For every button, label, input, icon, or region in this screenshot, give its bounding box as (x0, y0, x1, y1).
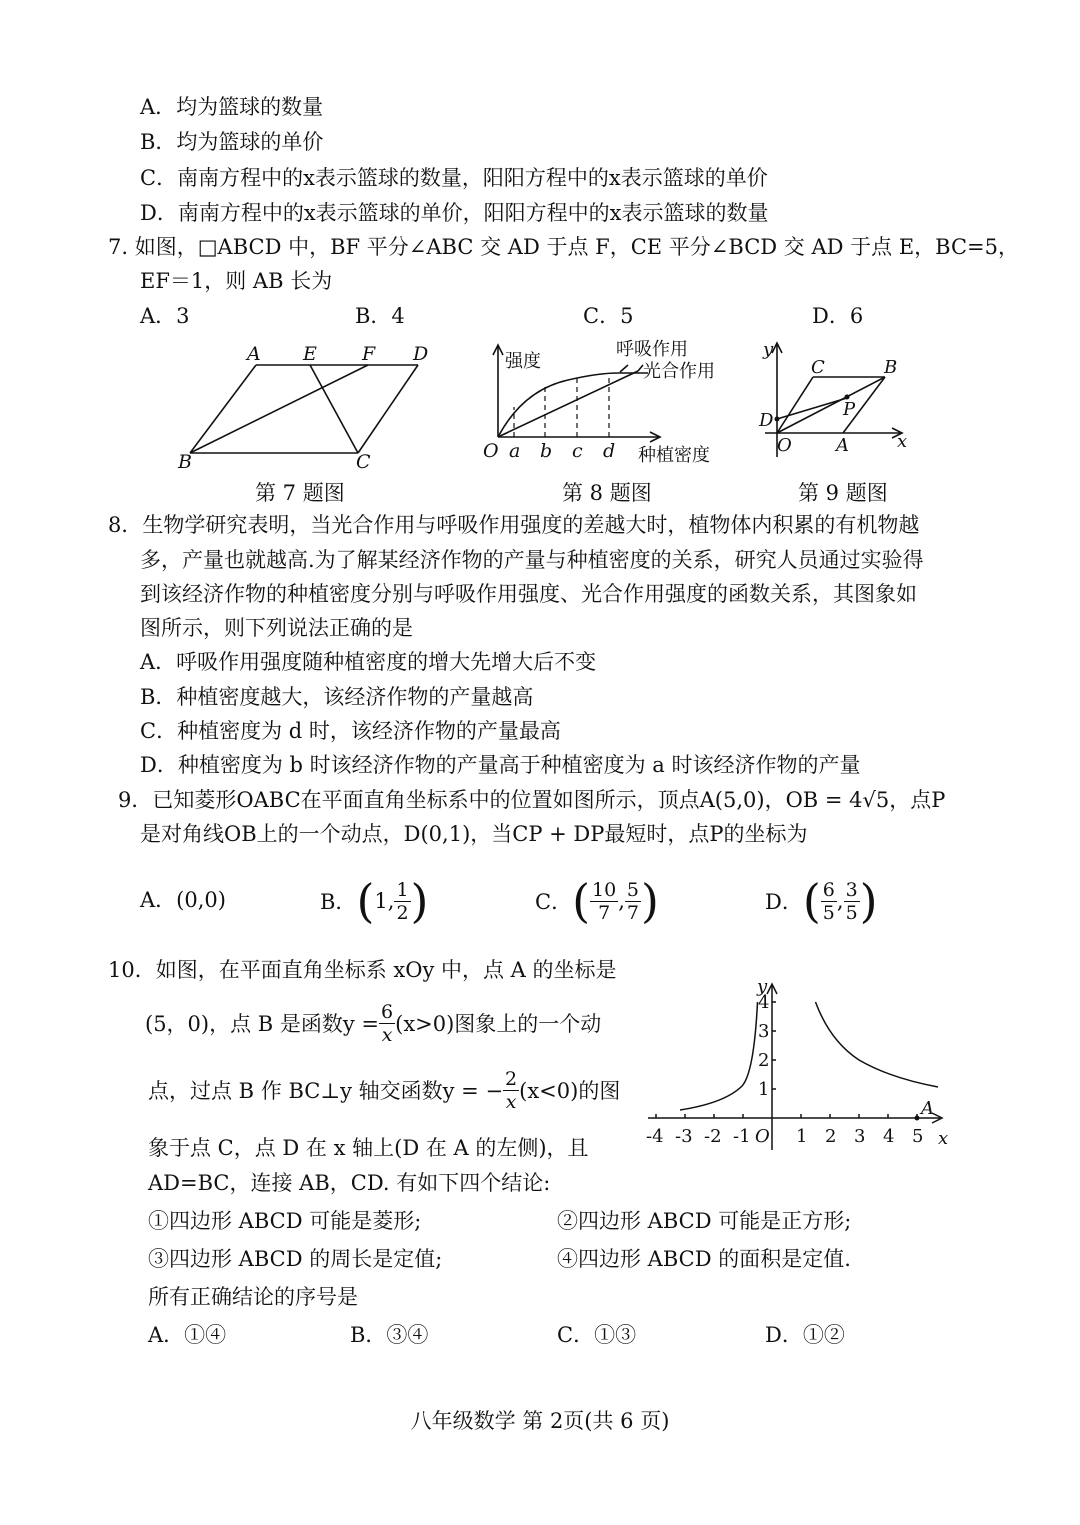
q9-option-b: B． ( 1, $\frac{1}{2}$ ) (320, 874, 429, 928)
figure-9-caption: 第 9 题图 (798, 481, 888, 505)
q9-stem-line1: 9．已知菱形OABC在平面直角坐标系中的位置如图所示，顶点A(5,0)，OB = 4√5，点P (118, 788, 946, 812)
q9-option-b-label: B． (320, 890, 357, 914)
q10-stem-line4: 象于点 C，点 D 在 x 轴上(D 在 A 的左侧)，且 (148, 1136, 589, 1160)
q10-conclusion-4: ④四边形 ABCD 的面积是定值. (557, 1247, 851, 1271)
q10-conclusion-1: ①四边形 ABCD 可能是菱形; (148, 1209, 422, 1233)
q8-option-c: C．种植密度为 d 时，该经济作物的产量最高 (140, 719, 561, 743)
fig10-axis-y: y (757, 978, 768, 997)
fig10-xtick-5: 5 (912, 1126, 924, 1147)
fig10-origin: O (755, 1126, 770, 1147)
fig10-ytick-1: 1 (758, 1079, 770, 1100)
q10-conclusion-2: ②四边形 ABCD 可能是正方形; (557, 1209, 852, 1233)
q8-stem-line2: 多，产量也就越高.为了解某经济作物的产量与种植密度的关系，研究人员通过实验得 (140, 548, 924, 572)
fig10-xtick-1: 1 (796, 1126, 808, 1147)
q7-option-b: B．4 (355, 304, 405, 328)
figure-7-parallelogram (170, 340, 450, 475)
fig9-label-o: O (777, 435, 792, 456)
q9-option-b-fraction: $\frac{1}{2}$ (396, 878, 409, 924)
q8-stem-line1: 8．生物学研究表明，当光合作用与呼吸作用强度的差越大时，植物体内积累的有机物越 (108, 513, 920, 537)
q8-option-d: D．种植密度为 b 时该经济作物的产量高于种植密度为 a 时该经济作物的产量 (140, 753, 861, 777)
q10-question: 所有正确结论的序号是 (148, 1285, 358, 1309)
q9-option-c-label: C． (535, 890, 573, 914)
q7-option-c: C．5 (583, 304, 634, 328)
q10-stem-line2: (5，0)，点 B 是函数y = $\frac{6}{x}$ (x>0)图象上的一个动 (145, 1000, 602, 1046)
figure-8-graph (478, 335, 728, 475)
fig8-x-label: 种植密度 (638, 445, 710, 466)
q10-fraction-2-over-x: $\frac{2}{x}$ (505, 1067, 518, 1113)
q9-option-a: A．(0,0) (140, 888, 226, 912)
fig10-ytick-3: 3 (758, 1021, 770, 1042)
fig7-label-b: B (178, 451, 192, 473)
q7-option-d: D．6 (812, 304, 864, 328)
q10-stem-line1: 10．如图，在平面直角坐标系 xOy 中，点 A 的坐标是 (108, 958, 617, 982)
q9-option-d: D． ( $\frac{6}{5}$ , $\frac{3}{5}$ ) (765, 874, 878, 928)
q8-stem-line4: 图所示，则下列说法正确的是 (140, 616, 413, 640)
q9-option-c: C． ( $\frac{10}{7}$ , $\frac{5}{7}$ ) (535, 874, 659, 928)
q8-stem-line3: 到该经济作物的种植密度分别与呼吸作用强度、光合作用强度的函数关系，其图象如 (140, 582, 917, 606)
q10-option-a: A．①④ (148, 1323, 227, 1347)
fig7-label-e: E (303, 343, 317, 365)
q10-option-b: B．③④ (350, 1323, 429, 1347)
q9-option-d-fraction-2: $\frac{3}{5}$ (845, 878, 858, 924)
fig8-curve1-label: 呼吸作用 (616, 339, 688, 360)
fig10-xtick-neg2: -2 (704, 1126, 722, 1147)
fig9-label-c: C (811, 357, 825, 378)
q10-option-c: C．①③ (557, 1323, 637, 1347)
q10-conclusion-3: ③四边形 ABCD 的周长是定值; (148, 1247, 443, 1271)
fig10-xtick-3: 3 (854, 1126, 866, 1147)
fig8-origin: O (483, 440, 499, 462)
page-footer: 八年级数学 第 2页(共 6 页) (410, 1409, 670, 1433)
q6-option-c: C．南南方程中的x表示篮球的数量，阳阳方程中的x表示篮球的单价 (140, 166, 768, 190)
q9-option-c-fraction-1: $\frac{10}{7}$ (592, 878, 617, 924)
fig7-label-f: F (362, 343, 376, 365)
q10-option-d: D．①② (765, 1323, 845, 1347)
fig9-label-p: P (843, 399, 856, 420)
figure-9-rhombus (755, 335, 925, 465)
fig8-tick-d: d (603, 440, 616, 462)
q10-fraction-6-over-x: $\frac{6}{x}$ (381, 1000, 394, 1046)
fig8-tick-a: a (509, 440, 521, 462)
fig9-label-d: D (759, 410, 774, 431)
fig7-label-c: C (356, 451, 371, 473)
fig8-tick-b: b (540, 440, 553, 462)
fig7-label-a: A (247, 343, 261, 365)
q9-option-d-label: D． (765, 890, 803, 914)
q9-option-b-int: 1, (374, 889, 395, 913)
fig8-tick-c: c (572, 440, 583, 462)
fig9-axis-y: y (763, 339, 774, 360)
q6-option-a: A．均为篮球的数量 (140, 95, 324, 119)
fig10-axis-x: x (938, 1128, 949, 1149)
figure-7-caption: 第 7 题图 (255, 481, 345, 505)
fig9-label-b: B (884, 357, 898, 378)
q7-stem-line2: EF＝1，则 AB 长为 (140, 269, 333, 293)
q9-option-c-fraction-2: $\frac{5}{7}$ (626, 878, 639, 924)
fig9-label-a: A (836, 435, 849, 456)
q6-option-d: D．南南方程中的x表示篮球的单价，阳阳方程中的x表示篮球的数量 (140, 201, 769, 225)
fig10-xtick-2: 2 (825, 1126, 837, 1147)
q8-option-a: A．呼吸作用强度随种植密度的增大先增大后不变 (140, 650, 597, 674)
q9-option-d-fraction-1: $\frac{6}{5}$ (822, 878, 835, 924)
q10-stem-line5: AD=BC，连接 AB，CD. 有如下四个结论: (148, 1171, 551, 1195)
fig10-ytick-4: 4 (758, 992, 770, 1013)
fig8-y-label: 强度 (505, 351, 541, 372)
q8-option-b: B．种植密度越大，该经济作物的产量越高 (140, 685, 534, 709)
fig10-ytick-2: 2 (758, 1050, 770, 1071)
fig10-xtick-4: 4 (883, 1126, 895, 1147)
q7-option-a: A．3 (140, 304, 190, 328)
q7-stem-line1: 7. 如图，□ABCD 中，BF 平分∠ABC 交 AD 于点 F，CE 平分∠BCD 交 AD 于点 E，BC=5， (108, 235, 1019, 259)
fig7-label-d: D (413, 343, 429, 365)
q6-option-b: B．均为篮球的单价 (140, 130, 324, 154)
fig10-point-a: A (921, 1098, 934, 1119)
q9-stem-line2: 是对角线OB上的一个动点，D(0,1)，当CP + DP最短时，点P的坐标为 (140, 822, 808, 846)
fig8-curve2-label: 光合作用 (643, 361, 715, 382)
q10-stem-line3: 点，过点 B 作 BC⊥y 轴交函数y = − $\frac{2}{x}$ (x<0)的图 (148, 1067, 621, 1113)
figure-8-caption: 第 8 题图 (562, 481, 652, 505)
fig10-xtick-neg3: -3 (675, 1126, 693, 1147)
fig10-xtick-neg1: -1 (733, 1126, 751, 1147)
fig10-xtick-neg4: -4 (646, 1126, 664, 1147)
figure-10-hyperbola-graph (640, 978, 960, 1158)
fig9-axis-x: x (897, 431, 908, 452)
